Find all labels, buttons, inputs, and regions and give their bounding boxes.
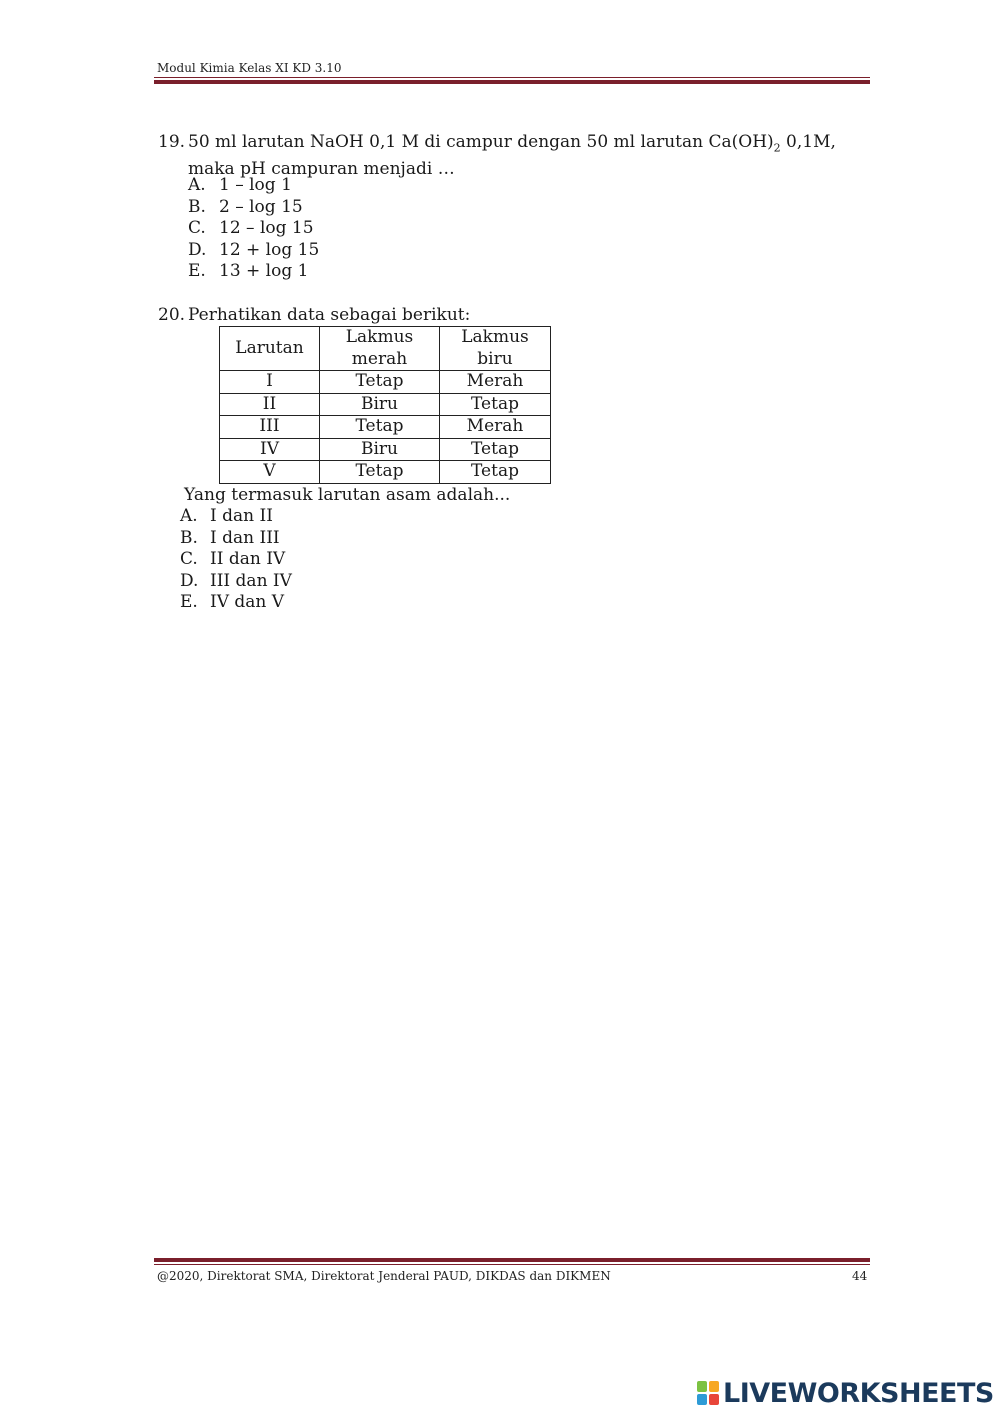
- liveworksheets-icon: [697, 1381, 719, 1405]
- question-text: 50 ml larutan NaOH 0,1 M di campur dengan 50 ml larutan $Ca(OH)_2$ 0,1M, maka pH campuran menjadi …: [188, 132, 836, 179]
- table-cell: Merah: [440, 416, 551, 439]
- footer-rule: [154, 1258, 870, 1266]
- table-cell: Tetap: [320, 371, 440, 394]
- litmus-table: [219, 326, 551, 484]
- table-header-cell: Larutan: [220, 327, 320, 371]
- table-cell: Tetap: [320, 416, 440, 439]
- table-cell: IV: [220, 438, 320, 461]
- table-cell: Merah: [440, 371, 551, 394]
- header-title: Modul Kimia Kelas XI KD 3.10: [157, 61, 342, 75]
- option-text: 13 + log 1: [219, 261, 309, 281]
- table-cell: Tetap: [440, 438, 551, 461]
- option-text: 1 – log 1: [219, 175, 292, 195]
- table-cell: III: [220, 416, 320, 439]
- table-row: [220, 438, 551, 461]
- option-text: I dan III: [210, 527, 280, 548]
- table-header-row: [220, 327, 551, 371]
- table-cell: Tetap: [320, 461, 440, 484]
- footer-text: @2020, Direktorat SMA, Direktorat Jenderal PAUD, DIKDAS dan DIKMEN: [157, 1269, 611, 1283]
- table-cell: II: [220, 393, 320, 416]
- question-number: 20.: [158, 305, 186, 325]
- option-letter: B.: [180, 527, 198, 548]
- option-text: I dan II: [210, 506, 273, 526]
- table-row: [220, 393, 551, 416]
- option-text: 2 – log 15: [219, 196, 303, 217]
- option-text: II dan IV: [210, 549, 286, 569]
- option-letter: C.: [188, 218, 206, 238]
- table-header-cell: Lakmus biru: [440, 327, 551, 371]
- option-text: 12 – log 15: [219, 218, 314, 238]
- option-letter: D.: [188, 239, 207, 260]
- brand-name: LIVEWORKSHEETS: [723, 1377, 994, 1409]
- table-row: [220, 416, 551, 439]
- option-letter: E.: [180, 592, 198, 612]
- table-row: [220, 461, 551, 484]
- table-cell: V: [220, 461, 320, 484]
- table-cell: Tetap: [440, 393, 551, 416]
- option-text: III dan IV: [210, 570, 292, 591]
- table-cell: Biru: [320, 393, 440, 416]
- option-letter: E.: [188, 261, 206, 281]
- header-rule: [154, 77, 870, 85]
- question-20-prompt: Yang termasuk larutan asam adalah...: [184, 485, 511, 505]
- table-row: [220, 371, 551, 394]
- table-cell: I: [220, 371, 320, 394]
- option-text: IV dan V: [210, 592, 285, 612]
- table-header-cell: Lakmus merah: [320, 327, 440, 371]
- question-text: Perhatikan data sebagai berikut:: [188, 305, 471, 325]
- option-letter: A.: [188, 175, 206, 195]
- option-letter: C.: [180, 549, 198, 569]
- option-text: 12 + log 15: [219, 239, 320, 260]
- liveworksheets-logo[interactable]: [697, 1378, 994, 1408]
- option-letter: B.: [188, 196, 206, 217]
- question-number: 19.: [158, 132, 186, 152]
- page-number: 44: [852, 1269, 868, 1283]
- option-letter: D.: [180, 570, 199, 591]
- table-cell: Tetap: [440, 461, 551, 484]
- table-cell: Biru: [320, 438, 440, 461]
- option-letter: A.: [180, 506, 198, 526]
